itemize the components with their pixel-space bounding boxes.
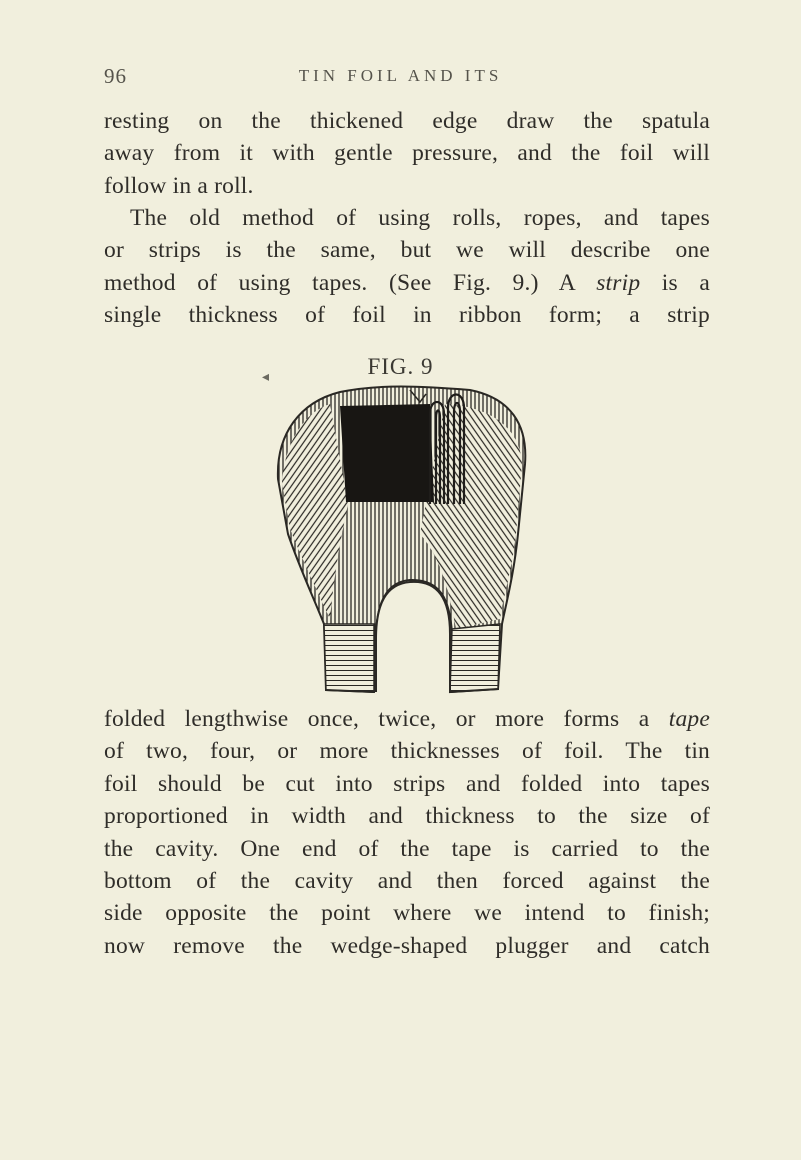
tooth-illustration <box>270 384 532 704</box>
text-line: or strips is the same, but we will describe one <box>104 237 710 264</box>
paragraph-2 <box>104 202 710 332</box>
text-run: folded lengthwise once, twice, or more forms a <box>104 706 669 732</box>
text-line: bottom of the cavity and then forced against the <box>104 867 710 894</box>
page-header <box>0 64 801 94</box>
text-line <box>104 267 710 299</box>
text-line: single thickness of foil in ribbon form; a strip <box>104 302 710 329</box>
text-line: now remove the wedge-shaped plugger and catch <box>104 932 710 959</box>
text-run: method of using tapes. (See Fig. 9.) A <box>104 269 575 296</box>
running-head: TIN FOIL AND ITS <box>298 66 503 85</box>
page-number: 96 <box>104 64 127 88</box>
text-line: away from it with gentle pressure, and the foil will <box>104 140 710 167</box>
figure-caption: FIG. 9 <box>367 354 434 379</box>
text-line: follow in a roll. <box>104 172 254 199</box>
text-line <box>104 703 710 735</box>
text-line: of two, four, or more thicknesses of foil. The tin <box>104 738 710 765</box>
print-speck: ◂ <box>262 370 270 385</box>
text-line: The old method of using rolls, ropes, and tapes <box>130 205 710 231</box>
text-line: proportioned in width and thickness to the size of <box>104 803 710 830</box>
text-line: the cavity. One end of the tape is carried to the <box>104 835 710 862</box>
paragraph-1 <box>104 105 710 202</box>
text-line: resting on the thickened edge draw the spatula <box>104 108 710 134</box>
paragraph-3 <box>104 703 710 962</box>
text-line: foil should be cut into strips and folded into tapes <box>104 770 710 797</box>
italic-term-strip: strip <box>596 269 641 296</box>
italic-term-tape: tape <box>668 706 710 732</box>
text-run: is a <box>640 269 711 296</box>
text-line: side opposite the point where we intend to finish; <box>104 900 710 927</box>
